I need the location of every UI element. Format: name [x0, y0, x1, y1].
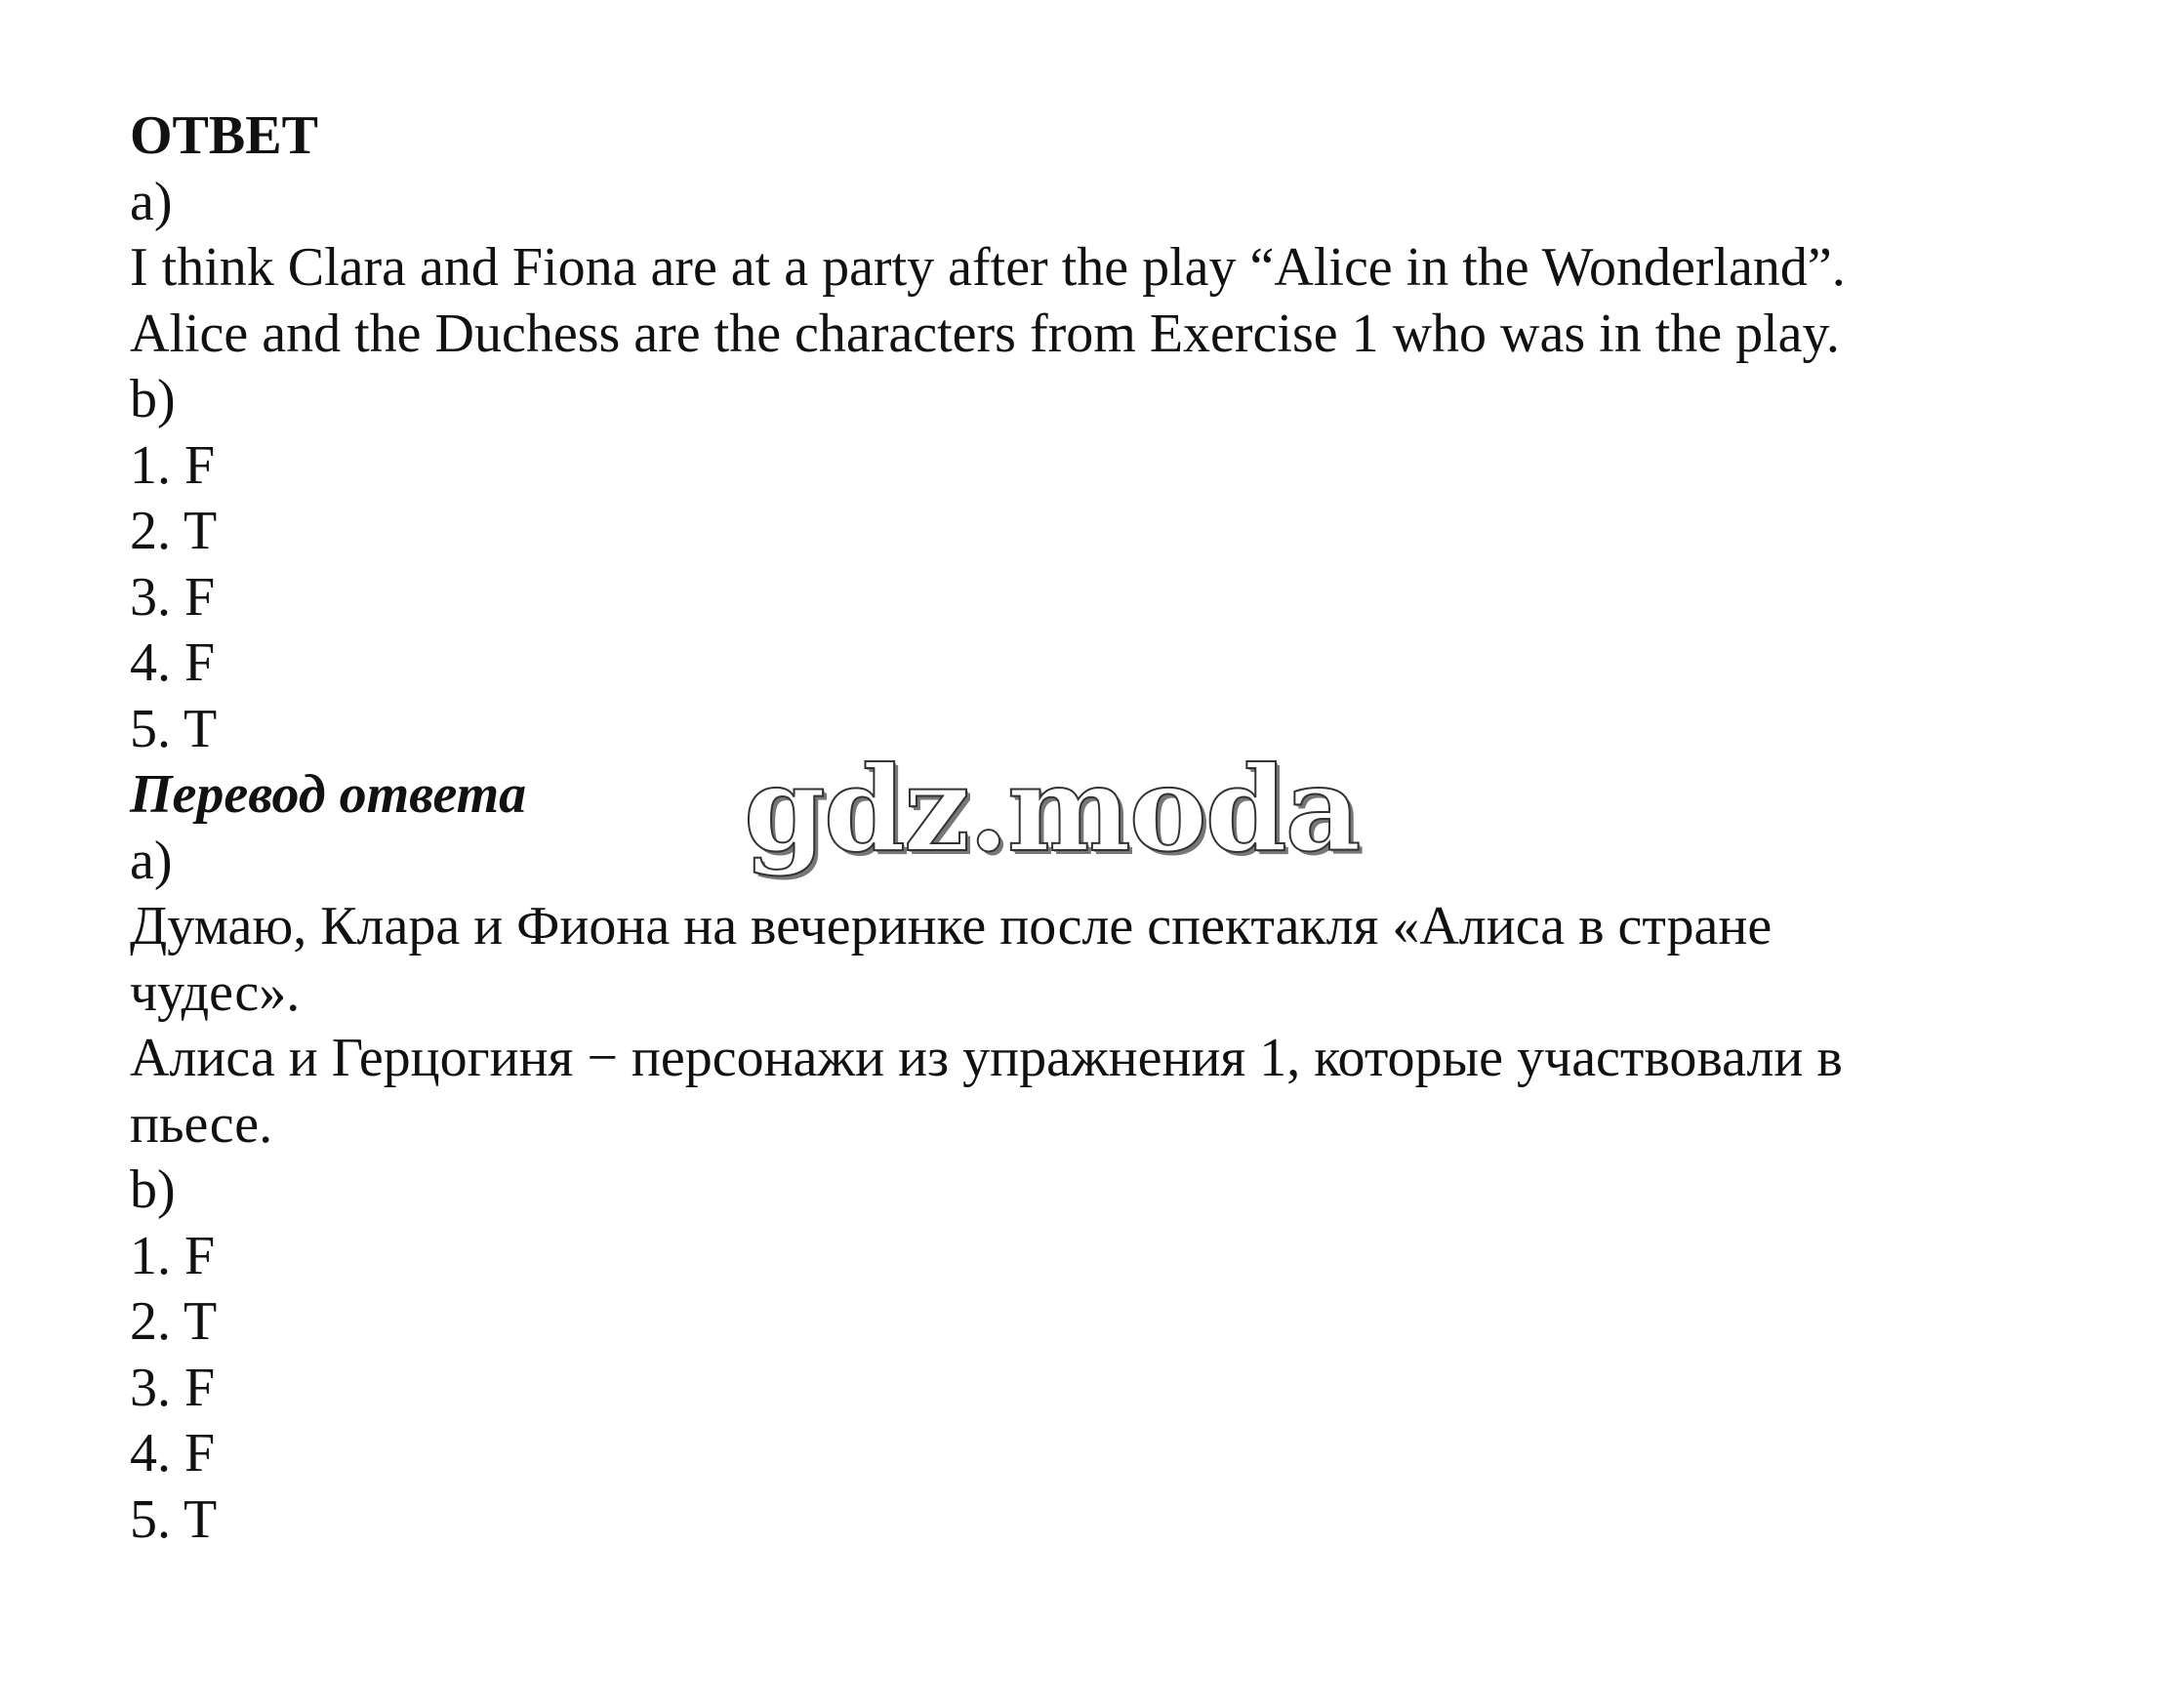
translation-part-a-line: Думаю, Клара и Фиона на вечеринке после спектакля «Алиса в стране — [130, 896, 1773, 956]
translation-part-a-line: чудес». — [130, 961, 301, 1023]
translation-part-a-label: а) — [130, 830, 173, 891]
answer-part-b-item: 2. T — [130, 501, 218, 561]
translation-part-b-label: b) — [130, 1159, 176, 1220]
answer-part-b-item: 4. F — [130, 632, 216, 693]
answer-part-a-line: I think Clara and Fiona are at a party after the play “Alice in the Wonderland”. — [130, 237, 1846, 298]
watermark-logo: gdz.moda — [744, 741, 1360, 878]
answer-part-a-line: Alice and the Duchess are the characters from Exercise 1 who was in the play. — [130, 303, 1840, 364]
translation-part-b-item: 3. F — [130, 1357, 216, 1418]
translation-part-b-item: 2. T — [130, 1291, 218, 1352]
answer-part-b-item: 1. F — [130, 434, 216, 496]
translation-part-a-line: пьесе. — [130, 1093, 273, 1155]
translation-part-b-item: 1. F — [130, 1225, 216, 1286]
translation-part-b-item: 4. F — [130, 1423, 216, 1484]
answer-part-b-item: 5. T — [130, 698, 218, 759]
translation-part-a-line: Алиса и Герцогиня − персонажи из упражнения 1, которые участвовали в — [130, 1028, 1843, 1088]
answer-heading: ОТВЕТ — [130, 105, 318, 166]
answer-part-b-item: 3. F — [130, 566, 216, 628]
translation-heading: Перевод ответа — [130, 764, 527, 825]
translation-part-b-item: 5. T — [130, 1488, 218, 1550]
answer-part-b-label: b) — [130, 369, 176, 429]
answer-part-a-label: a) — [130, 171, 173, 232]
